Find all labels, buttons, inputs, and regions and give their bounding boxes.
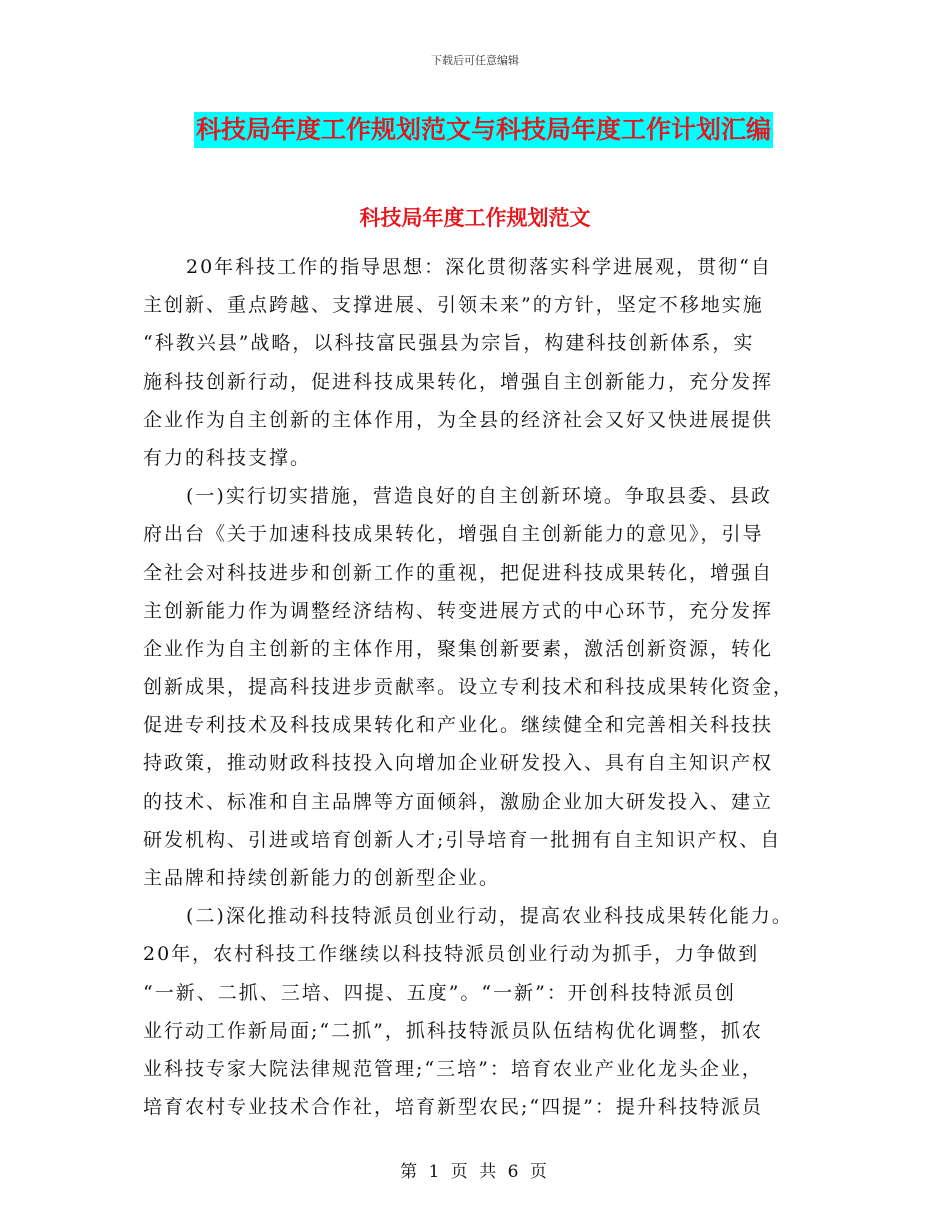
paragraph-line: 的技术、标准和自主品牌等方面倾斜，激励企业加大研发投入、建立 xyxy=(143,790,774,813)
paragraph-line: 有力的科技支撑。 xyxy=(143,446,312,469)
paragraph-line: 全社会对科技进步和创新工作的重视，把促进科技成果转化，增强自 xyxy=(143,561,774,584)
paragraph-line: 企业作为自主创新的主体作用，为全县的经济社会又好又快进展提供 xyxy=(143,408,774,431)
paragraph-line: 业科技专家大院法律规范管理;“三培”：培育农业产业化龙头企业， xyxy=(143,1057,763,1080)
paragraph-line: 研发机构、引进或培育创新人才;引导培育一批拥有自主知识产权、自 xyxy=(143,828,782,851)
paragraph-line: 持政策，推动财政科技投入向增加企业研发投入、具有自主知识产权 xyxy=(143,752,774,775)
paragraph-line: “一新、二抓、三培、四提、五度”。“一新”：开创科技特派员创 xyxy=(143,981,736,1004)
paragraph-line: 企业作为自主创新的主体作用，聚集创新要素，激活创新资源，转化 xyxy=(143,637,774,660)
paragraph-line: 培育农村专业技术合作社，培育新型农民;“四提”：提升科技特派员 xyxy=(143,1096,763,1119)
document-title: 科技局年度工作规划范文与科技局年度工作计划汇编 xyxy=(194,112,773,148)
paragraph-line: 促进专利技术及科技成果转化和产业化。继续健全和完善相关科技扶 xyxy=(143,714,774,737)
paragraph-line: (二)深化推动科技特派员创业行动，提高农业科技成果转化能力。 xyxy=(186,905,793,928)
section-title: 科技局年度工作规划范文 xyxy=(359,206,591,230)
paragraph-line: 主品牌和持续创新能力的创新型企业。 xyxy=(143,867,501,889)
paragraph-line: 施科技创新行动，促进科技成果转化，增强自主创新能力，充分发挥 xyxy=(143,370,774,393)
page-number: 第 1 页 共 6 页 xyxy=(400,1162,550,1182)
paragraph-line: 府出台《关于加速科技成果转化，增强自主创新能力的意见》，引导 xyxy=(143,523,764,546)
paragraph-line: 20年科技工作的指导思想：深化贯彻落实科学进展观，贯彻“自 xyxy=(186,256,772,278)
paragraph-line: (一)实行切实措施，营造良好的自主创新环境。争取县委、县政 xyxy=(186,485,772,508)
paragraph-line: “科教兴县”战略，以科技富民强县为宗旨，构建科技创新体系，实 xyxy=(143,332,755,355)
paragraph-line: 主创新、重点跨越、支撑进展、引领未来”的方针，坚定不移地实施 xyxy=(143,294,764,317)
document-body xyxy=(143,248,823,1126)
paragraph-line: 创新成果，提高科技进步贡献率。设立专利技术和科技成果转化资金， xyxy=(143,676,795,699)
paragraph-line: 主创新能力作为调整经济结构、转变进展方式的中心环节，充分发挥 xyxy=(143,599,774,622)
paragraph-line: 业行动工作新局面;“二抓”，抓科技特派员队伍结构优化调整，抓农 xyxy=(143,1019,763,1042)
header-note: 下载后可任意编辑 xyxy=(431,54,519,67)
paragraph-line: 20年，农村科技工作继续以科技特派员创业行动为抓手，力争做到 xyxy=(143,943,760,966)
